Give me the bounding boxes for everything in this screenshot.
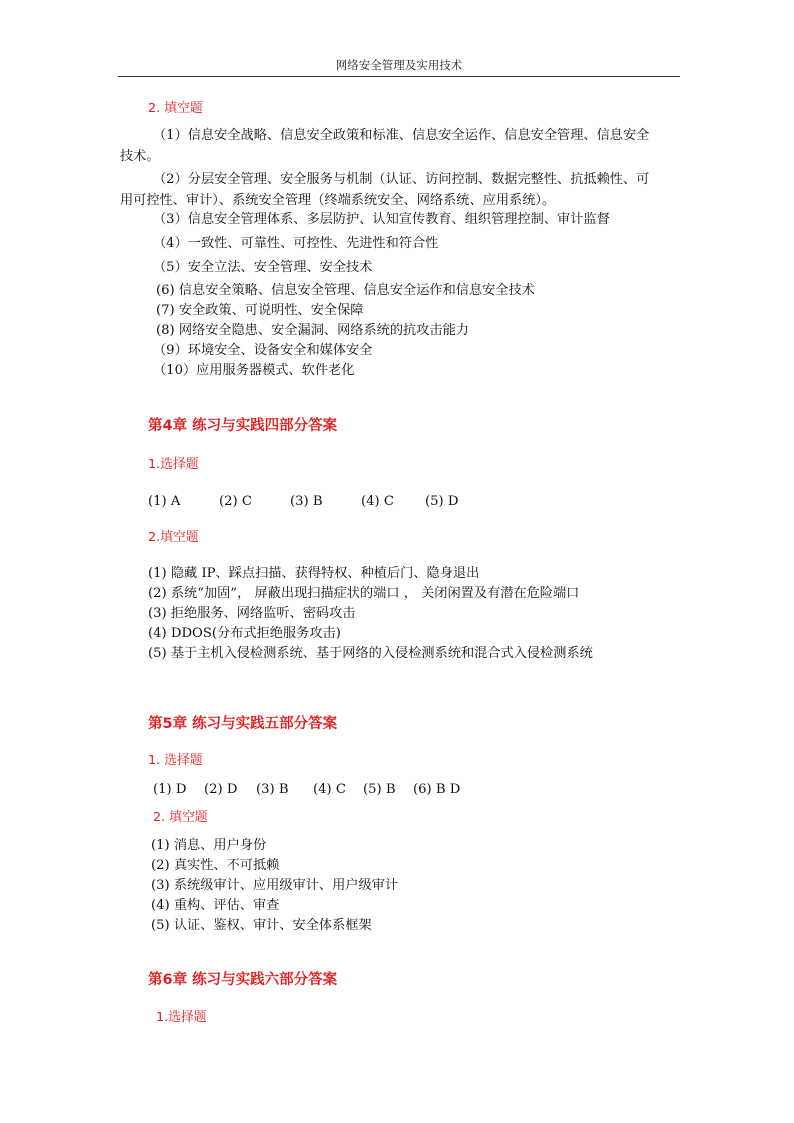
answer-item: (1) 隐藏 IP、踩点扫描、获得特权、种植后门、隐身退出: [148, 566, 480, 581]
choice-answer: (6) B D: [413, 782, 461, 797]
choice-answer: (4) C: [313, 782, 346, 797]
answer-item: （2）分层安全管理、安全服务与机制（认证、访问控制、数据完整性、抗抵赖性、可用可控性、审计）、系统安全管理（终端系统安全、网络系统、应用系统）。: [120, 172, 650, 208]
choice-answer: (3) B: [290, 494, 323, 509]
answer-item: （5）安全立法、安全管理、安全技术: [153, 260, 373, 275]
answer-item: (6) 信息安全策略、信息安全管理、信息安全运作和信息安全技术: [156, 283, 535, 298]
answer-item: (5) 基于主机入侵检测系统、基于网络的入侵检测系统和混合式入侵检测系统: [148, 646, 593, 661]
section-heading-fill: 2.填空题: [148, 530, 199, 545]
choice-answer: (1) A: [148, 494, 181, 509]
answer-item: （4）一致性、可靠性、可控性、先进性和符合性: [153, 236, 439, 251]
answer-item: （3）信息安全管理体系、多层防护、认知宣传教育、组织管理控制、审计监督: [153, 212, 610, 227]
chapter-title-6: 第6章 练习与实践六部分答案: [148, 972, 338, 988]
choice-answer: (5) B: [363, 782, 396, 797]
answer-item: (7) 安全政策、可说明性、安全保障: [156, 303, 364, 318]
section-heading-choice: 1.选择题: [148, 457, 199, 472]
answer-item: (2) 系统“加固”， 屏蔽出现扫描症状的端口 ， 关闭闲置及有潜在危险端口: [148, 586, 580, 601]
section-heading-choice: 1.选择题: [156, 1010, 207, 1025]
answer-item: (8) 网络安全隐患、安全漏洞、网络系统的抗攻击能力: [156, 323, 469, 338]
section-heading-choice: 1. 选择题: [148, 753, 203, 768]
section-heading-fill: 2. 填空题: [148, 101, 203, 116]
answer-item: (4) 重构、评估、审查: [151, 898, 280, 913]
section-heading-fill: 2. 填空题: [153, 810, 208, 825]
choice-answer: (1) D: [153, 782, 187, 797]
choice-answer: (3) B: [256, 782, 289, 797]
answer-item: （10）应用服务器模式、软件老化: [153, 363, 355, 378]
chapter-title-4: 第4章 练习与实践四部分答案: [148, 418, 338, 434]
answer-item: (4) DDOS(分布式拒绝服务攻击): [148, 626, 341, 641]
chapter-title-5: 第5章 练习与实践五部分答案: [148, 716, 338, 732]
answer-item: （9）环境安全、设备安全和媒体安全: [153, 343, 373, 358]
answer-item: (3) 拒绝服务、网络监听、密码攻击: [148, 606, 356, 621]
answer-item: (5) 认证、鉴权、审计、安全体系框架: [151, 918, 372, 933]
choice-answer: (2) C: [219, 494, 252, 509]
answer-item: (2) 真实性、不可抵赖: [151, 858, 280, 873]
choice-answer: (2) D: [204, 782, 238, 797]
choice-answer: (4) C: [361, 494, 394, 509]
choice-answer: (5) D: [425, 494, 459, 509]
answer-item: (3) 系统级审计、应用级审计、用户级审计: [151, 878, 399, 893]
page-header: 网络安全管理及实用技术: [118, 58, 680, 77]
answer-item: （1）信息安全战略、信息安全政策和标准、信息安全运作、信息安全管理、信息安全技术。: [120, 128, 650, 164]
answer-item: (1) 消息、用户身份: [151, 838, 267, 853]
